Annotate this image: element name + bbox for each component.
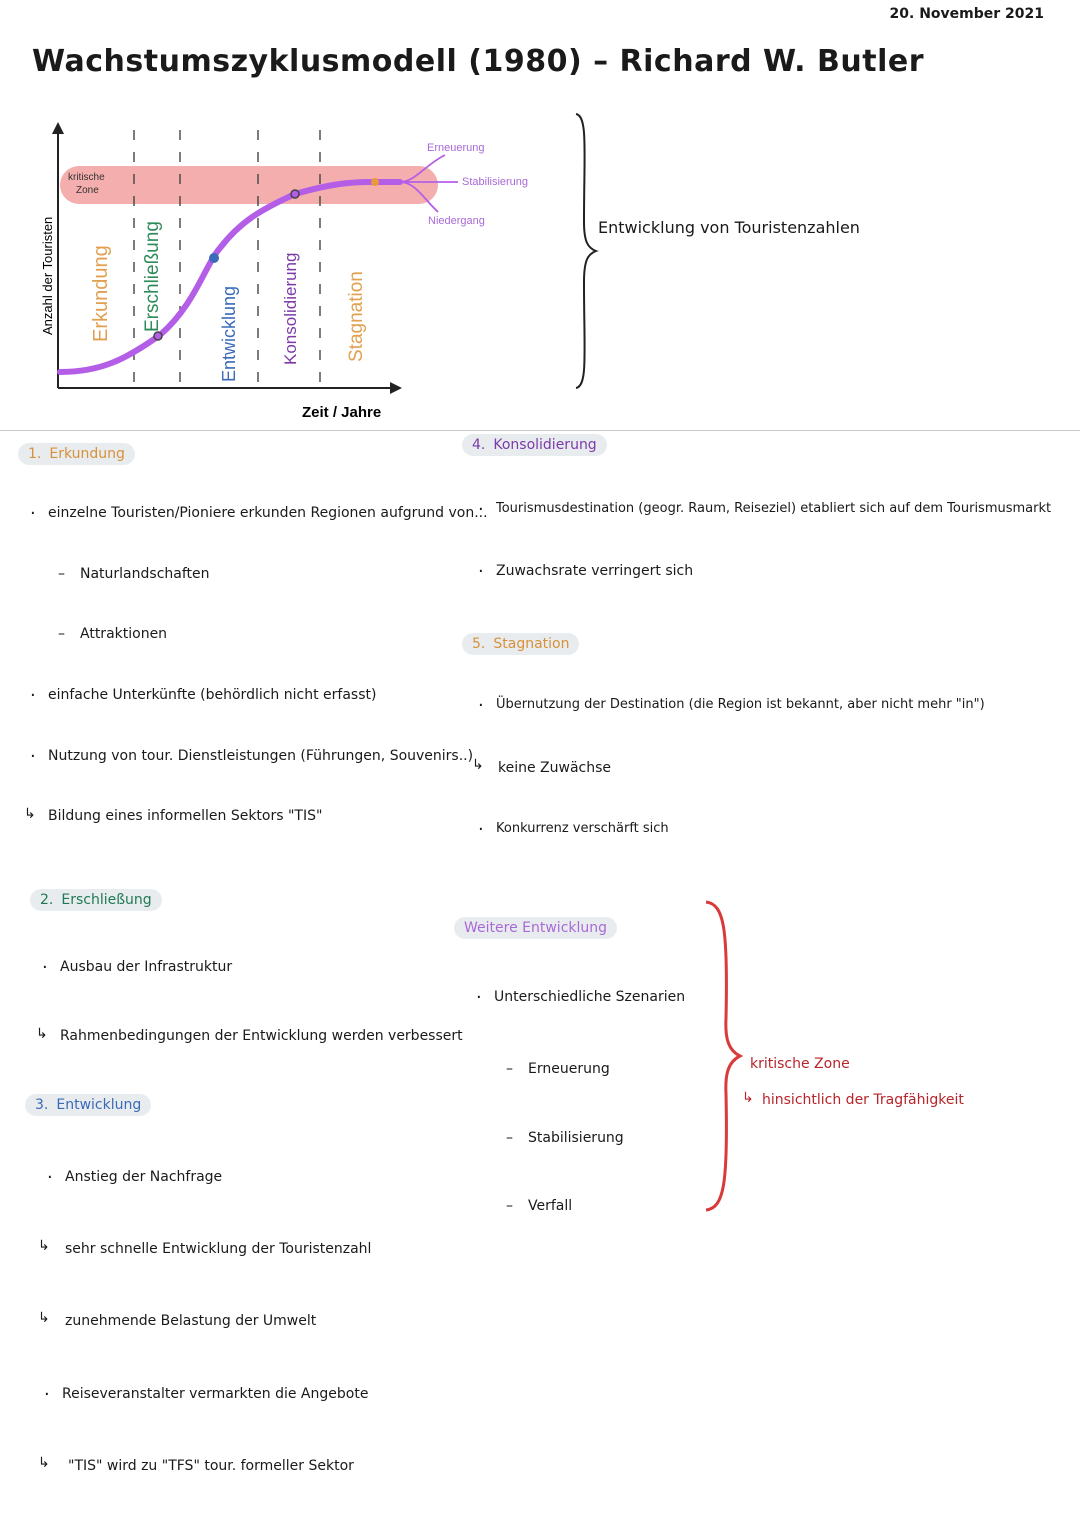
- outcome-erneuerung: Erneuerung: [427, 142, 485, 154]
- list-item: sehr schnelle Entwicklung der Touristenzahl: [65, 1241, 372, 1257]
- brace-icon: [700, 898, 748, 1214]
- x-axis-arrow: [390, 382, 402, 394]
- section-label: Konsolidierung: [493, 437, 597, 453]
- list-item: · Tourismusdestination (geogr. Raum, Reiseziel) etabliert sich auf dem Tourismusmarkt: [496, 501, 1051, 516]
- list-item: · Unterschiedliche Szenarien: [494, 989, 685, 1005]
- section-2-title: [30, 889, 162, 911]
- outcome-niedergang: Niedergang: [428, 215, 485, 227]
- critical-zone-label-line1: kritische: [68, 172, 105, 183]
- outcome-stabilisierung: Stabilisierung: [462, 176, 529, 188]
- section-number: 5.: [472, 636, 486, 652]
- carrying-capacity-note: hinsichtlich der Tragfähigkeit: [762, 1092, 964, 1108]
- list-item: – Attraktionen: [80, 626, 167, 642]
- list-item: zunehmende Belastung der Umwelt: [65, 1313, 317, 1329]
- arrow-icon: ↳: [38, 1455, 50, 1471]
- list-item: · Nutzung von tour. Dienstleistungen (Führungen, Souvenirs..): [48, 748, 473, 764]
- critical-zone-label-line2: Zone: [76, 185, 99, 196]
- section-number: 3.: [35, 1097, 49, 1113]
- curve-point: [291, 190, 299, 198]
- phase-label-stagnation: Stagnation: [346, 271, 367, 362]
- y-axis-label: Anzahl der Touristen: [40, 216, 55, 335]
- arrow-icon: ↳: [472, 757, 484, 773]
- list-item: – Naturlandschaften: [80, 566, 210, 582]
- curve-point: [209, 253, 219, 263]
- list-item: Rahmenbedingungen der Entwicklung werden verbessert: [60, 1028, 463, 1044]
- list-item: "TIS" wird zu "TFS" tour. formeller Sektor: [68, 1458, 354, 1474]
- list-item: · einfache Unterkünfte (behördlich nicht erfasst): [48, 687, 376, 703]
- list-item: · Reiseveranstalter vermarkten die Angebote: [62, 1386, 368, 1402]
- brace-label: Entwicklung von Touristenzahlen: [598, 218, 860, 237]
- section-label: Erschließung: [61, 892, 152, 908]
- phase-label-erkundung: Erkundung: [90, 245, 112, 342]
- section-label: Weitere Entwicklung: [464, 920, 608, 936]
- list-item: · Übernutzung der Destination (die Region ist bekannt, aber nicht mehr "in"): [496, 697, 985, 712]
- section-number: 4.: [472, 437, 486, 453]
- arrow-icon: ↳: [742, 1090, 754, 1106]
- curve-point: [154, 332, 162, 340]
- phase-label-erschliessung: Erschließung: [142, 221, 163, 332]
- curve-point: [92, 365, 98, 371]
- arrow-icon: ↳: [38, 1310, 50, 1326]
- section-4-title: [462, 434, 607, 456]
- arrow-icon: ↳: [24, 806, 36, 822]
- butler-diagram: [30, 110, 630, 430]
- x-axis-label: Zeit / Jahre: [302, 404, 382, 421]
- section-number: 1.: [28, 446, 42, 462]
- brace-icon: [572, 112, 600, 390]
- phase-label-entwicklung: Entwicklung: [219, 285, 239, 382]
- divider-line: [0, 430, 1080, 431]
- list-item: · Ausbau der Infrastruktur: [60, 959, 232, 975]
- section-1-title: [18, 443, 135, 465]
- y-axis-arrow: [52, 122, 64, 134]
- section-label: Entwicklung: [56, 1097, 142, 1113]
- list-item: · Anstieg der Nachfrage: [65, 1169, 222, 1185]
- list-item: · Konkurrenz verschärft sich: [496, 821, 669, 836]
- section-further-title: [454, 917, 617, 939]
- phase-label-konsolidierung: Konsolidierung: [281, 252, 300, 365]
- list-item: · einzelne Touristen/Pioniere erkunden Regionen aufgrund von...: [48, 505, 488, 521]
- curve-point: [371, 178, 379, 186]
- date: 20. November 2021: [889, 6, 1044, 22]
- list-item: – Verfall: [528, 1198, 572, 1214]
- list-item: Bildung eines informellen Sektors "TIS": [48, 808, 323, 824]
- section-5-title: [462, 633, 579, 655]
- list-item: – Erneuerung: [528, 1061, 610, 1077]
- list-item: keine Zuwächse: [498, 760, 612, 776]
- list-item: – Stabilisierung: [528, 1130, 624, 1146]
- section-number: 2.: [40, 892, 54, 908]
- section-label: Stagnation: [493, 636, 570, 652]
- arrow-icon: ↳: [36, 1026, 48, 1042]
- critical-zone-note: kritische Zone: [750, 1056, 850, 1072]
- section-label: Erkundung: [49, 446, 125, 462]
- section-3-title: [25, 1094, 151, 1116]
- arrow-icon: ↳: [38, 1238, 50, 1254]
- page-title: Wachstumszyklusmodell (1980) – Richard W. Butler: [32, 44, 925, 79]
- list-item: · Zuwachsrate verringert sich: [496, 563, 693, 579]
